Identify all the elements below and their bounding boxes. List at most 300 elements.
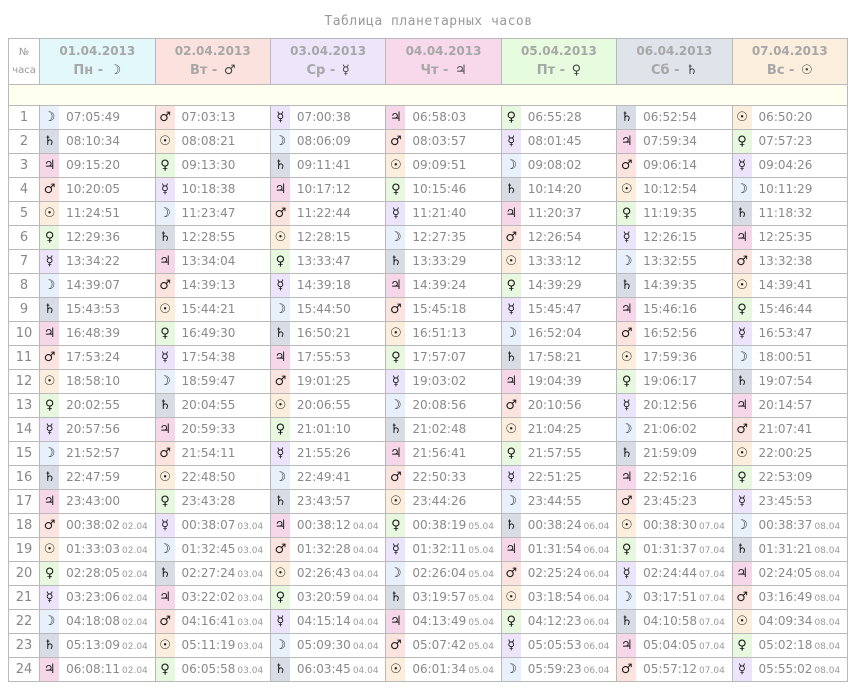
day-name — [156, 60, 270, 82]
mars-icon: ♂ — [733, 586, 752, 609]
hour-cell — [270, 226, 385, 250]
time-value: 15:46:16 — [643, 302, 698, 316]
mercury-icon: ☿ — [502, 130, 521, 153]
saturn-icon: ♄ — [733, 202, 752, 225]
hour-cell — [386, 274, 501, 298]
hour-start-time — [59, 658, 148, 681]
time-value: 20:10:56 — [527, 398, 582, 412]
moon-icon: ☽ — [733, 346, 752, 369]
hour-cell — [40, 634, 155, 658]
hour-cell — [501, 346, 616, 370]
hour-cell — [732, 610, 847, 634]
next-day-date: 08.04 — [814, 570, 841, 580]
time-value: 20:04:55 — [181, 398, 236, 412]
saturn-icon: ♄ — [386, 250, 405, 273]
hour-number: 16 — [9, 466, 40, 490]
mercury-icon: ☿ — [40, 418, 59, 441]
time-value: 02:26:04 — [412, 566, 467, 580]
next-day-date: 02.04 — [122, 570, 148, 580]
time-value: 04:18:08 — [66, 614, 121, 628]
hour-cell — [617, 490, 732, 514]
hour-cell — [270, 154, 385, 178]
time-value: 00:38:24 — [527, 518, 582, 532]
time-value: 01:33:03 — [66, 542, 121, 556]
hour-cell — [386, 394, 501, 418]
time-value: 16:53:47 — [758, 326, 813, 340]
hour-start-time — [521, 610, 610, 633]
hour-start-time — [405, 346, 466, 369]
hour-start-time — [175, 322, 236, 345]
mercury-icon: ☿ — [386, 370, 405, 393]
hour-start-time — [636, 178, 697, 201]
venus-icon: ♀ — [40, 562, 59, 585]
hour-cell — [270, 298, 385, 322]
hour-cell — [155, 658, 270, 682]
hour-cell — [40, 562, 155, 586]
jupiter-icon: ♃ — [617, 298, 636, 321]
venus-icon: ♀ — [502, 274, 521, 297]
time-value: 08:03:57 — [412, 134, 467, 148]
hour-start-time — [405, 418, 466, 441]
hour-number: 1 — [9, 106, 40, 130]
day-date: 03.04.2013 — [290, 43, 367, 58]
hour-start-time — [59, 346, 120, 369]
hour-cell — [270, 418, 385, 442]
mars-icon: ♂ — [40, 346, 59, 369]
next-day-date: 02.04 — [122, 618, 148, 628]
table-row — [9, 610, 848, 634]
time-value: 07:00:38 — [296, 110, 351, 124]
venus-icon: ♀ — [156, 490, 175, 513]
hour-cell — [155, 106, 270, 130]
hour-start-time — [59, 226, 120, 249]
time-value: 03:16:49 — [758, 590, 813, 604]
hour-cell — [501, 634, 616, 658]
hour-cell — [40, 130, 155, 154]
hour-start-time — [59, 442, 120, 465]
time-value: 03:20:59 — [296, 590, 351, 604]
time-value: 14:39:07 — [66, 278, 121, 292]
hour-start-time — [752, 442, 813, 465]
hour-cell — [617, 634, 732, 658]
sun-icon: ☉ — [617, 346, 636, 369]
sun-icon: ☉ — [271, 562, 290, 585]
time-value: 11:21:40 — [412, 206, 467, 220]
sun-icon: ☉ — [156, 130, 175, 153]
next-day-date: 06.04 — [583, 546, 610, 556]
hour-cell — [386, 538, 501, 562]
time-value: 07:57:23 — [758, 134, 813, 148]
hour-start-time — [636, 298, 697, 321]
time-value: 02:27:24 — [181, 566, 236, 580]
hour-cell — [386, 106, 501, 130]
saturn-icon: ♄ — [271, 322, 290, 345]
hour-start-time — [290, 202, 351, 225]
mercury-icon: ☿ — [733, 658, 752, 681]
hour-start-time — [290, 322, 351, 345]
next-day-date: 04.04 — [352, 570, 379, 580]
hour-start-time — [405, 394, 466, 417]
hour-start-time — [290, 514, 379, 537]
moon-icon: ☽ — [271, 634, 290, 657]
hour-number: 19 — [9, 538, 40, 562]
venus-icon: ♀ — [40, 226, 59, 249]
sun-icon: ☉ — [502, 250, 521, 273]
hour-cell — [40, 178, 155, 202]
hour-cell — [270, 106, 385, 130]
next-day-date: 04.04 — [352, 642, 379, 652]
mars-icon: ♂ — [156, 106, 175, 129]
hour-cell — [155, 202, 270, 226]
hour-start-time — [290, 538, 379, 561]
sun-icon: ☉ — [271, 394, 290, 417]
venus-icon: ♀ — [733, 298, 752, 321]
day-name-label: Вт - — [189, 62, 222, 78]
moon-icon: ☽ — [617, 586, 636, 609]
hour-start-time — [59, 490, 120, 513]
table-row — [9, 538, 848, 562]
time-value: 21:56:41 — [412, 446, 467, 460]
time-value: 21:04:25 — [527, 422, 582, 436]
day-date: 01.04.2013 — [59, 43, 136, 58]
mercury-icon: ☿ — [386, 202, 405, 225]
hour-cell — [155, 610, 270, 634]
day-header-2 — [155, 39, 270, 85]
hour-start-time — [405, 562, 494, 585]
day-name — [733, 60, 847, 82]
hour-start-time — [290, 490, 351, 513]
saturn-icon: ♄ — [502, 178, 521, 201]
venus-icon: ♀ — [571, 62, 582, 78]
hour-cell — [732, 466, 847, 490]
sun-icon: ☉ — [271, 226, 290, 249]
jupiter-icon: ♃ — [40, 490, 59, 513]
hour-start-time — [59, 178, 120, 201]
next-day-date: 07.04 — [699, 594, 725, 604]
time-value: 19:01:25 — [296, 374, 351, 388]
time-value: 00:38:07 — [181, 518, 236, 532]
hour-cell — [155, 322, 270, 346]
jupiter-icon: ♃ — [271, 346, 290, 369]
hour-cell — [501, 658, 616, 682]
next-day-date: 08.04 — [814, 522, 841, 532]
hour-cell — [501, 154, 616, 178]
hour-start-time — [59, 370, 120, 393]
next-day-date: 05.04 — [468, 642, 494, 652]
hour-cell — [155, 298, 270, 322]
next-day-date: 06.04 — [583, 594, 610, 604]
mercury-icon: ☿ — [502, 634, 521, 657]
jupiter-icon: ♃ — [502, 538, 521, 561]
hour-start-time — [636, 538, 725, 561]
mercury-icon: ☿ — [40, 586, 59, 609]
time-value: 00:38:12 — [296, 518, 351, 532]
hour-start-time — [752, 538, 841, 561]
hour-cell — [270, 130, 385, 154]
hour-start-time — [290, 442, 351, 465]
time-value: 09:06:14 — [643, 158, 698, 172]
time-value: 06:50:20 — [758, 110, 813, 124]
venus-icon: ♀ — [271, 586, 290, 609]
moon-icon: ☽ — [386, 226, 405, 249]
hour-start-time — [405, 154, 466, 177]
jupiter-icon: ♃ — [156, 586, 175, 609]
moon-icon: ☽ — [271, 298, 290, 321]
hour-cell — [40, 514, 155, 538]
hour-cell — [617, 370, 732, 394]
hour-start-time — [521, 442, 582, 465]
hour-start-time — [59, 634, 148, 657]
hour-cell — [732, 418, 847, 442]
jupiter-icon: ♃ — [40, 658, 59, 681]
hour-number: 7 — [9, 250, 40, 274]
time-value: 03:22:02 — [181, 590, 236, 604]
hour-number: 3 — [9, 154, 40, 178]
venus-icon: ♀ — [386, 514, 405, 537]
jupiter-icon: ♃ — [386, 442, 405, 465]
hour-cell — [40, 226, 155, 250]
hour-cell — [155, 346, 270, 370]
hour-start-time — [405, 442, 466, 465]
day-date: 04.04.2013 — [405, 43, 482, 58]
hour-start-time — [521, 514, 610, 537]
table-row — [9, 130, 848, 154]
hour-start-time — [175, 610, 264, 633]
hour-start-time — [636, 658, 725, 681]
hour-start-time — [521, 658, 610, 681]
time-value: 00:38:37 — [758, 518, 813, 532]
time-value: 05:07:42 — [412, 638, 467, 652]
jupiter-icon: ♃ — [156, 418, 175, 441]
time-value: 22:49:41 — [296, 470, 351, 484]
time-value: 20:59:33 — [181, 422, 236, 436]
hour-start-time — [752, 298, 813, 321]
time-value: 10:17:12 — [296, 182, 351, 196]
page-title: Таблица планетарных часов — [324, 14, 533, 29]
moon-icon: ☽ — [156, 538, 175, 561]
next-day-date: 07.04 — [699, 522, 725, 532]
hour-start-time — [175, 250, 236, 273]
sun-icon: ☉ — [156, 466, 175, 489]
table-row — [9, 586, 848, 610]
saturn-icon: ♄ — [617, 610, 636, 633]
mars-icon: ♂ — [40, 178, 59, 201]
time-value: 18:58:10 — [66, 374, 121, 388]
time-value: 18:59:47 — [181, 374, 236, 388]
time-value: 12:28:15 — [296, 230, 351, 244]
time-value: 15:43:53 — [66, 302, 121, 316]
hour-start-time — [752, 586, 841, 609]
hour-cell — [732, 106, 847, 130]
next-day-date: 04.04 — [352, 546, 379, 556]
mars-icon: ♂ — [271, 370, 290, 393]
hour-start-time — [290, 346, 351, 369]
day-header-1 — [40, 39, 155, 85]
sun-icon: ☉ — [800, 62, 813, 78]
hour-cell — [501, 130, 616, 154]
hour-number: 14 — [9, 418, 40, 442]
mars-icon: ♂ — [617, 154, 636, 177]
hour-start-time — [521, 106, 582, 129]
next-day-date: 03.04 — [237, 522, 264, 532]
next-day-date: 02.04 — [122, 642, 148, 652]
hour-start-time — [405, 466, 466, 489]
hour-start-time — [752, 178, 813, 201]
next-day-date: 04.04 — [352, 594, 379, 604]
hour-start-time — [175, 514, 264, 537]
time-value: 12:27:35 — [412, 230, 467, 244]
hour-cell — [732, 250, 847, 274]
hour-cell — [155, 466, 270, 490]
sun-icon: ☉ — [386, 154, 405, 177]
hour-number: 9 — [9, 298, 40, 322]
saturn-icon: ♄ — [502, 346, 521, 369]
jupiter-icon: ♃ — [502, 370, 521, 393]
mars-icon: ♂ — [386, 298, 405, 321]
moon-icon: ☽ — [40, 274, 59, 297]
time-value: 01:32:45 — [181, 542, 236, 556]
hour-cell — [501, 274, 616, 298]
hour-cell — [501, 370, 616, 394]
hour-cell — [40, 298, 155, 322]
next-day-date: 03.04 — [237, 570, 264, 580]
hour-cell — [732, 322, 847, 346]
hour-cell — [501, 610, 616, 634]
next-day-date: 05.04 — [468, 522, 494, 532]
time-value: 01:31:54 — [527, 542, 582, 556]
hour-cell — [617, 538, 732, 562]
hour-cell — [270, 442, 385, 466]
time-value: 15:46:44 — [758, 302, 813, 316]
next-day-date: 05.04 — [468, 618, 494, 628]
hour-start-time — [636, 466, 697, 489]
table-row — [9, 322, 848, 346]
hour-cell — [732, 442, 847, 466]
hour-cell — [501, 394, 616, 418]
hour-cell — [501, 202, 616, 226]
hour-cell — [386, 610, 501, 634]
hour-start-time — [636, 322, 697, 345]
hour-start-time — [290, 250, 351, 273]
time-value: 17:54:38 — [181, 350, 236, 364]
hour-start-time — [175, 634, 264, 657]
mercury-icon: ☿ — [502, 466, 521, 489]
time-value: 21:52:57 — [66, 446, 121, 460]
hour-start-time — [636, 634, 725, 657]
venus-icon: ♀ — [617, 202, 636, 225]
hour-number: 6 — [9, 226, 40, 250]
hour-cell — [617, 130, 732, 154]
saturn-icon: ♄ — [156, 562, 175, 585]
mercury-icon: ☿ — [271, 106, 290, 129]
moon-icon: ☽ — [502, 322, 521, 345]
mars-icon: ♂ — [156, 274, 175, 297]
hour-start-time — [405, 658, 494, 681]
day-header-6 — [617, 39, 732, 85]
time-value: 14:39:29 — [527, 278, 582, 292]
moon-icon: ☽ — [271, 130, 290, 153]
time-value: 21:06:02 — [643, 422, 698, 436]
jupiter-icon: ♃ — [271, 514, 290, 537]
sun-icon: ☉ — [733, 274, 752, 297]
hour-cell — [732, 538, 847, 562]
hour-cell — [155, 130, 270, 154]
next-day-date: 08.04 — [814, 618, 841, 628]
time-value: 22:53:09 — [758, 470, 813, 484]
next-day-date: 05.04 — [468, 594, 494, 604]
saturn-icon: ♄ — [40, 130, 59, 153]
hour-cell — [617, 514, 732, 538]
table-row — [9, 490, 848, 514]
next-day-date: 06.04 — [583, 570, 610, 580]
time-value: 12:26:54 — [527, 230, 582, 244]
hour-cell — [40, 202, 155, 226]
hour-cell — [155, 634, 270, 658]
next-day-date: 06.04 — [583, 618, 610, 628]
hour-number: 13 — [9, 394, 40, 418]
hour-start-time — [59, 202, 120, 225]
hour-number: 8 — [9, 274, 40, 298]
hour-number: 23 — [9, 634, 40, 658]
hour-start-time — [636, 202, 697, 225]
time-value: 17:57:07 — [412, 350, 467, 364]
hour-number: 15 — [9, 442, 40, 466]
time-value: 11:20:37 — [527, 206, 582, 220]
hour-start-time — [521, 466, 582, 489]
hour-start-time — [521, 586, 610, 609]
hour-start-time — [521, 346, 582, 369]
hour-start-time — [636, 346, 697, 369]
hour-cell — [386, 442, 501, 466]
sun-icon: ☉ — [386, 490, 405, 513]
hour-start-time — [59, 538, 148, 561]
time-value: 04:16:41 — [181, 614, 236, 628]
hour-cell — [617, 250, 732, 274]
hour-cell — [386, 202, 501, 226]
hour-cell — [270, 274, 385, 298]
hour-start-time — [752, 490, 813, 513]
moon-icon: ☽ — [156, 370, 175, 393]
hour-cell — [270, 562, 385, 586]
hour-start-time — [405, 634, 494, 657]
hour-start-time — [175, 370, 236, 393]
hour-start-time — [752, 514, 841, 537]
time-value: 17:55:53 — [296, 350, 351, 364]
table-row — [9, 274, 848, 298]
hour-start-time — [59, 298, 120, 321]
mercury-icon: ☿ — [156, 346, 175, 369]
hour-start-time — [59, 514, 148, 537]
header-spacer-row — [9, 85, 848, 106]
mercury-icon: ☿ — [733, 322, 752, 345]
hour-start-time — [175, 442, 236, 465]
time-value: 18:00:51 — [758, 350, 813, 364]
time-value: 11:18:32 — [758, 206, 813, 220]
time-value: 05:04:05 — [643, 638, 698, 652]
hour-cell — [40, 370, 155, 394]
time-value: 06:01:34 — [412, 662, 467, 676]
time-value: 13:34:22 — [66, 254, 121, 268]
time-value: 13:34:04 — [181, 254, 236, 268]
time-value: 12:29:36 — [66, 230, 121, 244]
time-value: 15:45:18 — [412, 302, 467, 316]
time-value: 06:03:45 — [296, 662, 351, 676]
hour-start-time — [405, 130, 466, 153]
hour-cell — [501, 178, 616, 202]
moon-icon: ☽ — [502, 658, 521, 681]
time-value: 08:10:34 — [66, 134, 121, 148]
next-day-date: 08.04 — [814, 594, 841, 604]
